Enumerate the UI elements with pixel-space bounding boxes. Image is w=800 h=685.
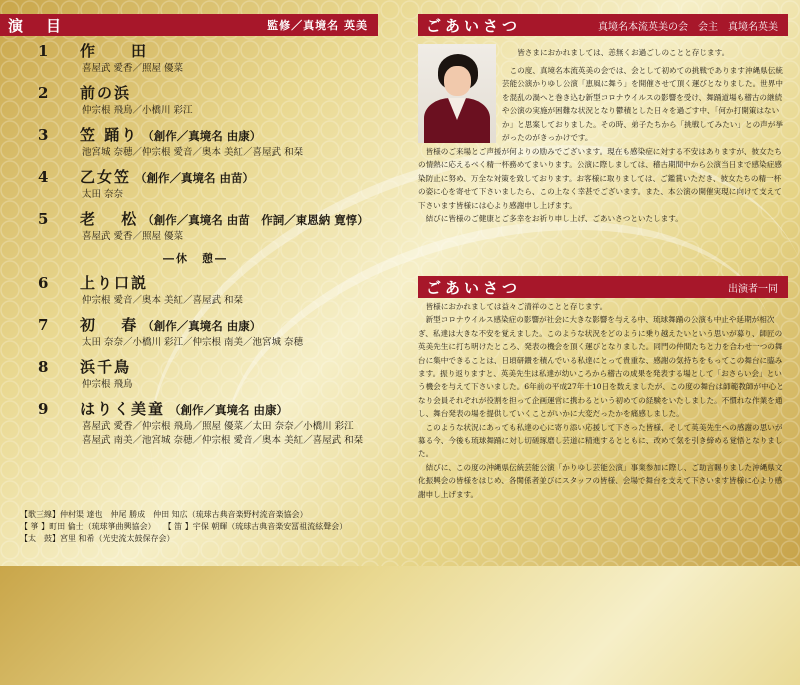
greeting2-header <box>418 276 788 298</box>
credit-line: 【太 鼓】宮里 和希（光史流太鼓保存会） <box>20 534 175 543</box>
program-header <box>0 14 378 36</box>
item-title: 前の浜 <box>80 84 132 102</box>
item-title: 初 春 <box>80 316 139 334</box>
item-title: 老 松 <box>80 210 139 228</box>
item-number: 4 <box>38 168 49 186</box>
item-number: 1 <box>38 42 49 60</box>
item-title: 笠 踊り <box>80 126 139 144</box>
item-number: 5 <box>38 210 49 228</box>
item-cast: 喜屋武 愛香／仲宗根 飛鳥／照屋 優菜／太田 奈奈／小橋川 彩江 喜屋武 南美／池宮城 奈穂／仲宗根 愛音／奥本 美紅／喜屋武 和栞 <box>82 421 364 446</box>
greeting1-paragraph: この度、真境名本流英美の会では、会として初めての挑戦であります沖縄県伝統芸能公演かりゆし公演「恵風に舞う」を開催させて頂く運びとなりました。世界中を混乱の渦へと巻き込む新型コロナウイルスの影響を受け、舞踊道場も稽古の継続や公演の実施が困難な状況となり鬱積とした日々を過ごす中、「何か打開策はないか」と思案しておりました。その時、弟子たちから「挑戦してみたい」との声が挙がったのがきっかけです。 <box>502 66 783 143</box>
greeting1-author: 真境名本流英美の会 会主 真境名英美 <box>598 21 778 33</box>
item-cast: 喜屋武 愛香／照屋 優菜 <box>82 231 184 242</box>
item-cast: 仲宗根 飛鳥／小橋川 彩江 <box>82 105 193 116</box>
greeting1-body-wide <box>418 145 786 225</box>
item-number: 2 <box>38 84 49 102</box>
program-item <box>18 272 373 308</box>
item-credit: （創作／真境名 由康） <box>142 319 262 333</box>
item-number: 9 <box>38 400 49 418</box>
greeting2-paragraph: 新型コロナウイルス感染症の影響が社会に大きな影響を与える中、琉球舞踊の公演も中止や延期が相次ぎ、私達は大きな不安を覚えました。このような状況をどのように乗り越えたいという思いが募り、師匠の英美先生に打ち明けたところ、発表の機会を頂く運びとなりました。同門の仲間たちと力を合わせ一つの舞台に集中できることは、日頃研鑽を積んでいる私達にとって貴重な、感謝の気持ちをもってこの舞台に臨みます。振り返りますと、英美先生は私達が幼いころから稽古の成果を発表する場として「おさらい会」という機会を与えて下さいました。6年前の平成27年十10日を数えましたが、この度の舞台は師範教師が中心となり会員それぞれが役割を担って企画運営に携わるという初めての経験をいたしました。不慣れな作業を通し、舞台発表の場を提供していくことがいかに大変だったかを痛感しました。 <box>418 315 784 419</box>
item-cast: 池宮城 奈穂／仲宗根 愛音／奥本 美紅／喜屋武 和栞 <box>82 147 304 158</box>
item-credit: （創作／真境名 由苗） <box>135 171 255 185</box>
item-title: はりく美童 <box>80 400 166 418</box>
item-cast: 太田 奈奈／小橋川 彩江／仲宗根 南美／池宮城 奈穂 <box>82 337 304 348</box>
item-title: 乙女笠 <box>80 168 132 186</box>
greeting1-body <box>502 64 786 148</box>
greeting2-heading: ごあいさつ <box>426 278 522 297</box>
photo-face <box>444 66 471 96</box>
program-heading: 演 目 <box>8 16 66 35</box>
item-number: 8 <box>38 358 49 376</box>
greeting1-header <box>418 14 788 36</box>
greeting2-paragraph: このような状況にあっても私達の心に寄り添い応援して下さった皆様、そして英美先生への感謝の思いが募る今、今後も琉球舞踊に対し切磋琢磨し芸道に精進するとともに、改めて気を引き締める覚悟となりました。 <box>418 422 783 459</box>
item-title: 上り口説 <box>80 274 149 292</box>
item-title: 浜千鳥 <box>80 358 132 376</box>
greeting1-body-top <box>502 46 786 60</box>
musician-credits <box>20 509 347 545</box>
program-item <box>18 314 373 350</box>
greeting1-closing: 結びに皆様のご健康とご多幸をお祈り申し上げ、ごあいさつといたします。 <box>425 214 683 224</box>
intermission-label: ―休 憩― <box>163 252 228 265</box>
item-cast: 仲宗根 愛音／奥本 美紅／喜屋武 和栞 <box>82 295 244 306</box>
greeting2-body <box>418 300 786 501</box>
program-item <box>18 398 373 448</box>
item-credit: （創作／真境名 由苗 作詞／東恩納 寛惇） <box>142 213 369 227</box>
portrait-photo <box>418 44 496 143</box>
item-cast: 太田 奈奈 <box>82 189 124 200</box>
greeting1-paragraph: 皆様のご来場とご声援が何よりの励みでございます。現在も感染症に対する不安はありますが、彼女たちの情熱に応えるべく精一杯務めてまいります。公演に際しましては、稽古期間中から公演当日まで感染症感染防止に努め、万全な対策を致しております。お客様に取りましては、ご鑑賞いただき、彼女たちの精一杯の姿に心を寄せて下さいましたら、この上なく幸甚でございます。また、本公演の開催実現に向けて支えて下さいます皆様には心より感謝申し上げます。 <box>418 147 782 210</box>
program-list <box>18 40 373 454</box>
item-credit: （創作／真境名 由康） <box>169 403 289 417</box>
program-item <box>18 166 373 202</box>
item-number: 6 <box>38 274 49 292</box>
item-number: 7 <box>38 316 49 334</box>
item-title: 作 田 <box>80 42 149 60</box>
supervisor-label: 監修／真境名 英美 <box>267 19 368 32</box>
program-item <box>18 40 373 76</box>
greeting1-intro: 皆さまにおかれましては、恙無くお過ごしのことと存じます。 <box>517 48 730 57</box>
greeting2-paragraph: 皆様におかれましては益々ご清祥のことと存じます。 <box>425 302 608 311</box>
program-item <box>18 208 373 244</box>
item-cast: 喜屋武 愛香／照屋 優菜 <box>82 63 184 74</box>
program-item <box>18 124 373 160</box>
credit-line: 【 箏 】町田 倫士（琉球箏曲興協会） 【 笛 】宇保 朝輝（琉球古典音楽安冨祖流絃聲会） <box>20 522 348 531</box>
greeting2-author: 出演者一同 <box>728 283 778 295</box>
greeting2-paragraph: 結びに、この度の沖縄県伝統芸能公演「かりゆし芸能公演」事業参加に際し、ご助言賜りました沖縄県文化振興会の皆様をはじめ、各関係者並びにスタッフの皆様、会場で舞台を支えて下さいます皆様に心より感謝申し上げます。 <box>418 462 783 499</box>
item-cast: 仲宗根 飛鳥 <box>82 379 133 390</box>
item-credit: （創作／真境名 由康） <box>142 129 262 143</box>
greeting1-heading: ごあいさつ <box>426 16 522 35</box>
program-item <box>18 356 373 392</box>
program-item <box>18 82 373 118</box>
item-number: 3 <box>38 126 49 144</box>
credit-line: 【歌三線】仲村渠 達也 仲尾 勝成 仲田 知広（琉球古典音楽野村流音楽協会） <box>20 510 308 519</box>
